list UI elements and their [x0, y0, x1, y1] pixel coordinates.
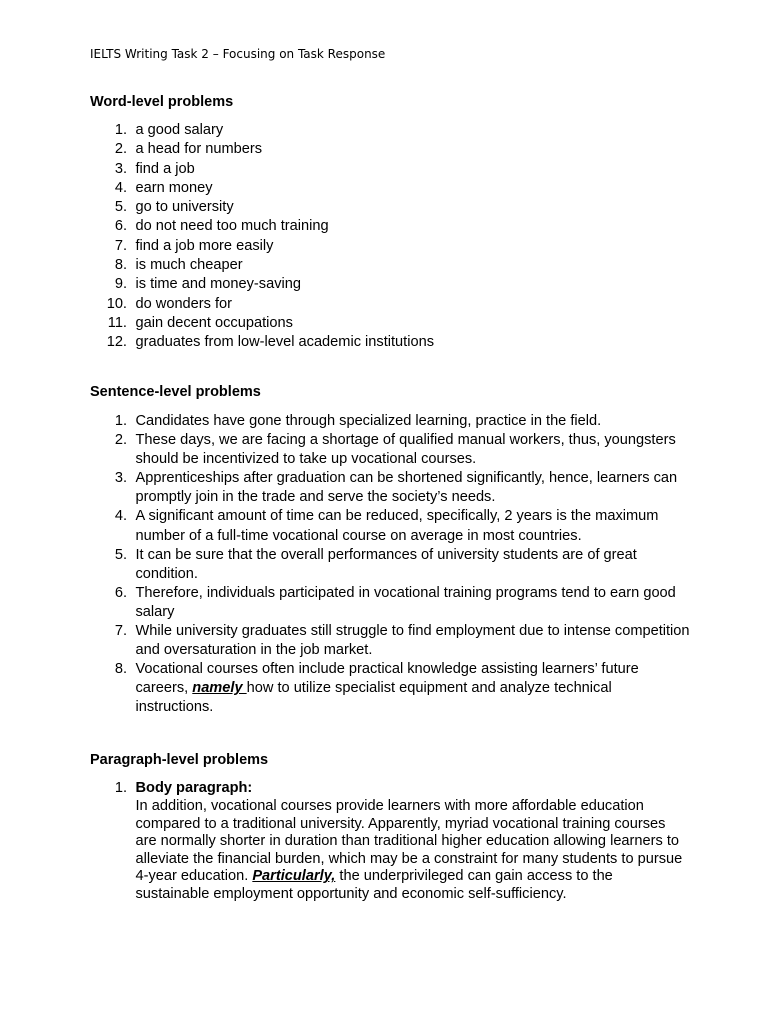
item-number: 5.	[114, 546, 127, 563]
list-item	[90, 160, 690, 179]
item-text: While university graduates still struggle to find employment due to intense competition and oversaturation in the job market.	[135, 623, 690, 659]
sentence-level-list	[90, 412, 690, 718]
list-item	[90, 546, 690, 584]
list-item	[90, 275, 690, 294]
list-item	[90, 622, 690, 660]
list-item	[90, 237, 690, 256]
paragraph-text: In addition, vocational courses provide learners with more affordable education compared to a traditional university. Apparently, myriad vocational training courses are normally shorter in duration than traditional higher education allowing learners to alleviate the financial burden, which may be a constraint for many students to pursue 4-year education.	[135, 798, 683, 885]
emphasized-word: namely	[192, 680, 247, 697]
item-text: do wonders for	[135, 295, 233, 312]
item-number: 2.	[114, 141, 127, 158]
sentence-level-title: Sentence-level problems	[90, 384, 261, 400]
item-number: 11.	[107, 314, 127, 331]
item-number: 1.	[114, 780, 127, 796]
item-number: 8.	[114, 661, 127, 678]
item-text: graduates from low-level academic institutions	[135, 334, 434, 351]
page-header: IELTS Writing Task 2 – Focusing on Task Response	[90, 47, 386, 61]
body-paragraph-heading: Body paragraph:	[135, 780, 253, 796]
item-number: 7.	[114, 623, 127, 640]
item-number: 6.	[114, 218, 127, 235]
emphasized-word: Particularly,	[252, 868, 336, 885]
list-item	[90, 779, 690, 904]
list-item	[90, 198, 690, 217]
list-item	[90, 314, 690, 333]
list-item	[90, 179, 690, 198]
item-number: 3.	[114, 160, 127, 177]
item-text: A significant amount of time can be reduced, specifically, 2 years is the maximum number of a full-time vocational course on average in most countries.	[135, 508, 659, 544]
item-number: 1.	[114, 413, 127, 429]
item-text: Apprenticeships after graduation can be shortened significantly, hence, learners can promptly join in the trade and serve the society’s needs.	[135, 470, 678, 506]
item-number: 7.	[114, 237, 127, 254]
list-item	[90, 140, 690, 159]
item-text: is time and money-saving	[135, 276, 301, 293]
list-item	[90, 256, 690, 275]
item-number: 2.	[114, 432, 127, 449]
list-item	[90, 412, 690, 431]
item-text: gain decent occupations	[135, 314, 293, 331]
item-number: 12.	[106, 334, 127, 351]
paragraph-level-list	[90, 779, 690, 904]
item-text: go to university	[135, 199, 234, 216]
list-item	[90, 121, 690, 140]
word-level-list	[90, 121, 690, 353]
item-number: 6.	[114, 584, 127, 601]
item-text: find a job	[135, 160, 195, 177]
list-item	[90, 507, 690, 545]
item-number: 9.	[114, 276, 127, 293]
item-text: These days, we are facing a shortage of qualified manual workers, thus, youngsters should be incentivized to take up vocational courses.	[135, 432, 676, 468]
item-text: earn money	[135, 179, 213, 196]
paragraph-level-title: Paragraph-level problems	[90, 752, 269, 768]
item-text: is much cheaper	[135, 257, 243, 274]
list-item	[90, 660, 690, 717]
list-item	[90, 431, 690, 469]
item-number: 3.	[114, 470, 127, 487]
list-item	[90, 295, 690, 314]
item-number: 10.	[106, 295, 127, 312]
list-item	[90, 584, 690, 622]
list-item	[90, 217, 690, 236]
item-number: 1.	[114, 122, 127, 138]
list-item	[90, 333, 690, 352]
paragraph-text: the underprivileged can gain access to the sustainable employment opportunity and economic self-sufficiency.	[135, 868, 613, 903]
list-item	[90, 469, 690, 507]
item-text: Therefore, individuals participated in vocational training programs tend to earn good salary	[135, 584, 676, 620]
item-number: 4.	[114, 508, 127, 525]
item-text: find a job more easily	[135, 237, 274, 254]
item-text: Candidates have gone through specialized learning, practice in the field.	[135, 413, 602, 429]
item-number: 5.	[114, 199, 127, 216]
item-number: 8.	[114, 257, 127, 274]
item-text: do not need too much training	[135, 218, 329, 235]
item-text: how to utilize specialist equipment and analyze technical instructions.	[135, 680, 612, 716]
item-text: It can be sure that the overall performances of university students are of great condition.	[135, 546, 637, 582]
item-text: Vocational courses often include practical knowledge assisting learners’ future careers,	[135, 661, 639, 697]
word-level-title: Word-level problems	[90, 94, 234, 110]
item-text: a head for numbers	[135, 141, 263, 158]
item-text: a good salary	[135, 122, 224, 138]
item-number: 4.	[114, 179, 127, 196]
